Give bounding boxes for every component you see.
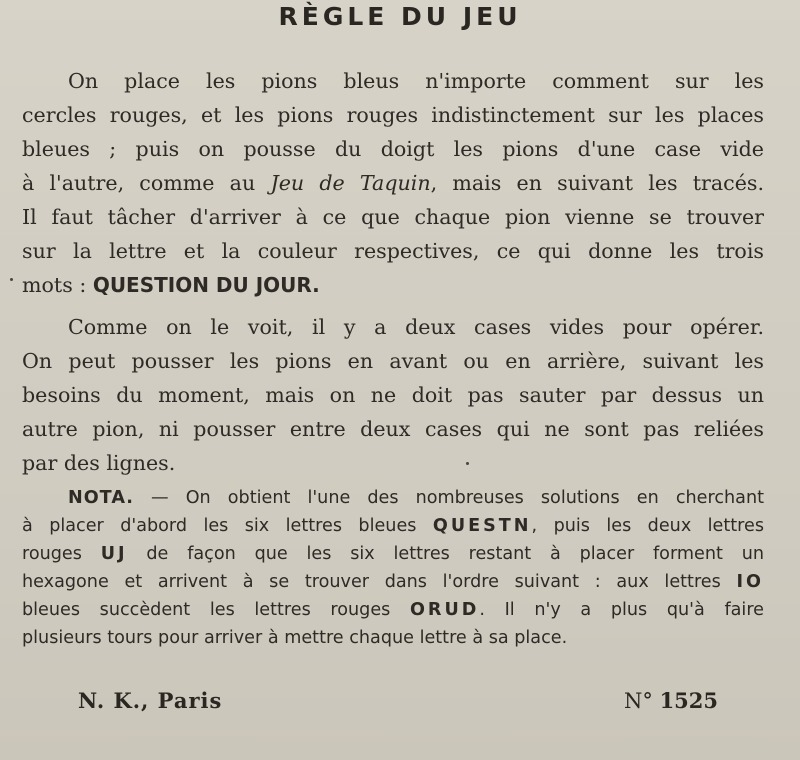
blue-letters: IO [736, 572, 764, 592]
text-fragment: de façon que les six lettres restant à placer forment un [146, 544, 764, 564]
text-line: Comme on le voit, il y a deux cases vides pour opérer. [68, 315, 764, 339]
text-fragment: bleues succèdent les lettres rouges [22, 600, 391, 620]
text-fragment: — On obtient l'une des nombreuses solutions en cherchant [133, 488, 764, 508]
text-line: par des lignes. [22, 451, 176, 475]
red-letters: UJ [100, 544, 128, 564]
text-line: bleues ; puis on pousse du doigt les pions d'une case vide [22, 137, 764, 161]
text-line: On place les pions bleus n'importe comment sur les [68, 69, 764, 93]
text-line [22, 166, 764, 200]
text-fragment: . [312, 273, 320, 297]
text-line: Il faut tâcher d'arriver à ce que chaque pion vienne se trouver [22, 205, 764, 229]
text-line: plusieurs tours pour arriver à mettre chaque lettre à sa place. [22, 628, 568, 648]
publisher-imprint: N. K., Paris [78, 688, 223, 713]
catalog-number [624, 688, 718, 713]
page-title: RÈGLE DU JEU [278, 2, 522, 31]
text-line: On peut pousser les pions en avant ou en arrière, suivant les [22, 349, 764, 373]
text-fragment: à placer d'abord les six lettres bleues [22, 516, 417, 536]
number-value: 1525 [659, 688, 719, 713]
text-line: sur la lettre et la couleur respectives, ce qui donne les trois [22, 239, 764, 263]
paragraph-rules-placement [22, 64, 764, 302]
text-line [22, 540, 764, 568]
text-line [22, 268, 764, 302]
text-fragment: hexagone et arrivent à se trouver dans l'ordre suivant : aux lettres [22, 572, 721, 592]
text-line: autre pion, ni pousser entre deux cases qui ne sont pas reliées [22, 417, 764, 441]
text-fragment: mots : [22, 273, 87, 297]
text-line [22, 568, 764, 596]
answer-phrase: QUESTION DU JOUR [92, 273, 313, 297]
text-fragment: , puis les deux lettres [531, 516, 764, 536]
number-prefix: N° [624, 689, 653, 713]
text-fragment: rouges [22, 544, 82, 564]
blue-letters: QUESTN [432, 516, 532, 536]
text-line: besoins du moment, mais on ne doit pas sauter par dessus un [22, 383, 764, 407]
text-line [22, 512, 764, 540]
text-fragment: à l'autre, comme au [22, 171, 256, 195]
text-line [22, 484, 764, 512]
paragraph-rules-moves [22, 310, 764, 480]
text-fragment: , mais en suivant les tracés. [430, 171, 765, 195]
red-letters: ORUD [409, 600, 480, 620]
game-name-emphasis: Jeu de Taquin [270, 171, 431, 195]
text-line: cercles rouges, et les pions rouges indistinctement sur les places [22, 103, 764, 127]
paper-speck [466, 462, 469, 465]
nota-section [22, 484, 764, 652]
text-fragment: . Il n'y a plus qu'à faire [479, 600, 764, 620]
paper-speck [10, 278, 13, 281]
text-line [22, 596, 764, 624]
nota-label: NOTA. [68, 488, 134, 508]
